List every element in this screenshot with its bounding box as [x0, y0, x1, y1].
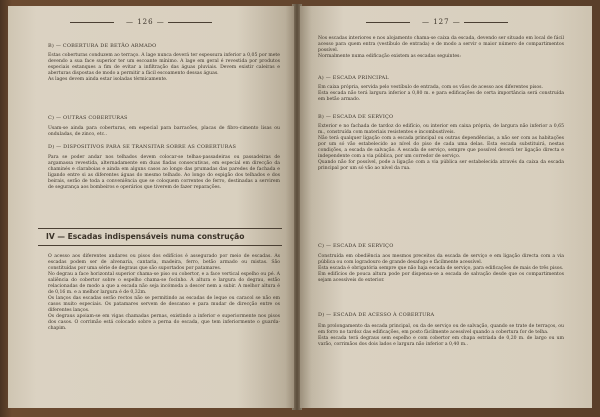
header-rule	[70, 22, 114, 23]
section-heading: B) — ESCADA DE SERVIÇO	[318, 114, 394, 120]
intro-text: Nos escadas interiores e nos alojamento chama-se caixa da escada, devendo ser situado em local de fácil acesso para quem entra (vestíbulo de entrada) e de modo a servir o maior número de compartimentos possível. Normalmente numa edificação existem as escadas seguintes:	[318, 36, 564, 59]
section-heading: C) — ESCADA DE SERVIÇO	[318, 243, 394, 249]
section-heading: D) — DISPOSITIVOS PARA SE TRANSITAR SOBRE AS COBERTURAS	[48, 144, 237, 150]
section-body: Usam-se ainda para coberturas, em especial para barracões, placas de fibro-cimento lisas ou onduladas, de zinco, etc..	[48, 126, 280, 137]
chapter-rule	[38, 245, 282, 246]
section-body: Em prolongamento da escada principal, ou da de serviço ou de salvação, quando se trate de terraços, ou em forro no tardoz das edificações, em posto fàcilmente acessível quando a cobertura for de telha. Esta escada terá degraus sem espelho e com cobertor em chapa estriada de 0,20 m. de largo ou um varão, corrimãos dos dois lados e largura não inferior a 0,40 m..	[318, 324, 564, 347]
section-heading: B) — COBERTURA DE BETÃO ARMADO	[48, 43, 157, 49]
page-number: — 127 —	[422, 18, 461, 26]
section-body: Construída em obediência aos mesmos preceitos da escada de serviço e em ligação directa com a via pública ou com logradouro de grande desafogo e fàcilmente acessível. Esta escada é obrigatória sempre que não haja escada de serviço, para edificações de mais de três pisos. Em edifícios de pouca altura pode por dispensa-se a escada de salvação desde que os compartimentos sejam acessíveis do exterior.	[318, 254, 564, 283]
section-body: Estas coberturas conduzem ao terraço. A lage nunca deverá ter espessura inferior a 0,05 por mete devendo a sua face superior ter um escoante mínimo. A lage em geral é revestida por produtos especiais estanques a fim de evitar a infiltração das águas pluviais. Devem existir caleiras e aberturas dispostas de modo a permitir a fácil escoamento dessas águas. As lages devem ainda estar isoladas tèrmicamente.	[48, 53, 280, 82]
chapter-body: O acesso aos diferentes andares ou pisos dos edifícios é assegurado por meio de escadas. As escadas podem ser de alvenaria, cantaria, madeira, ferro, betão armado ou mistas. São constituídas por uma série de degraus que são suportados por patamares. No degrau a face horizontal superior chama-se piso ou cobertor, e a face vertical espelho ou pé. A saliência do cobertor sobre o espelho chama-se focinho. A altura e largura do degrau, estão relacionadas de modo a que a escada não seja incómoda a descer nem a subir. A melhor altura é de 0,16 m. e a melhor largura é de 0,32m. Os lanços das escadas serão rectos não se permitindo as escadas de leque ou caracol se não em casos muito especiais. Os patamares servem de descanso e para mudar de direcção entre os diferentes lanços. Os degraus apoiam-se em vigas chamadas pernas, existindo a inferior e superiormente nos pisos dos casos. O corrimão está colocado sobre a perna do escada, que tem inferiormente o guarda-chapim.	[48, 254, 280, 331]
page-number: — 126 —	[126, 18, 165, 26]
section-body: Para se poder andar nos telhados devem colocar-se telhas-passadeiras ou passadeiras de argamassa revestida, alternadamente em duas fiadas consecutivas, em especial em direcção da chaminés e claraboias e ainda em alguns casos ao longo das prumadas das paredes de fachada e ligando entre si as diferentes águas do mesmo telhado. Ao longo do espigão dos telhados e dos beirais, serão de toda a conveniência que se coloquem correntes de ferro, destinadas a servirem de segurança aos bombeiros e operários que tiverem de fazer reparações.	[48, 155, 280, 190]
section-body: Em caixa própria, servida pelo vestíbulo de entrada, com os vãos de acesso aos diferentes pisos. Esta escada não terá largura inferior a 0,80 m. e para edificações de certa importância será construída em betão armado.	[318, 85, 564, 102]
left-page	[8, 6, 294, 408]
section-heading: D) — ESCADA DE ACESSO À COBERTURA	[318, 312, 435, 318]
section-heading: A) — ESCADA PRINCIPAL	[318, 75, 389, 81]
header-rule	[464, 22, 508, 23]
section-heading: C) — OUTRAS COBERTURAS	[48, 115, 128, 121]
header-rule	[366, 22, 410, 23]
chapter-rule	[38, 228, 282, 229]
section-body: Exterior e no fachada de tardoz do edifício, ou interior em caixa própria, de largura não inferior a 0,65 m., construída com materiais resistentes e incombustíveis. Não terá qualquer ligação com a escada principal ou outras dependências, a não ser com as habitações por um só vão estabelecido ao nível do piso de cada uma delas. Esta escada substituirá, nestas condições, a escada de salvação. A escada de serviço, sempre que possível deverá ter ligação directa e independente com a via pública, por um corredor de serviço. Quando não for possível, pode a ligação com a via pública ser estabelecida através da caixa da escada principal por um só vão ao nível da rua.	[318, 124, 564, 171]
header-rule	[168, 22, 212, 23]
right-page	[300, 6, 592, 408]
chapter-title: IV — Escadas indispensáveis numa construção	[46, 232, 245, 241]
